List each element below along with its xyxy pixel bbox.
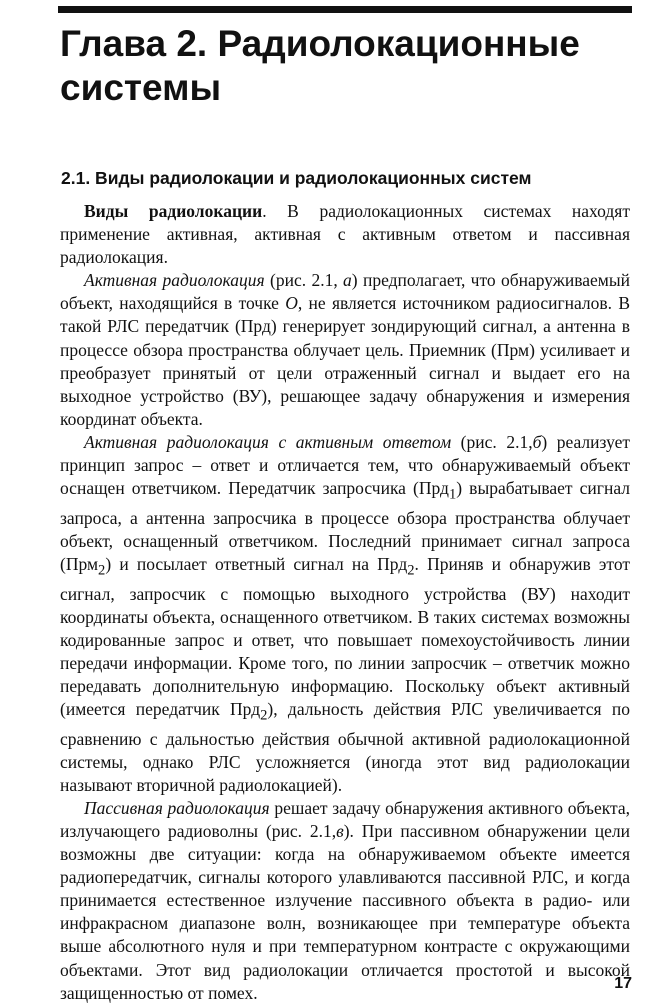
paragraph-active-radiolocation: Активная радиолокация (рис. 2.1, а) предполагает, что обнаруживаемый объект, находящийся в точке О, не является источником радиосигналов. В такой РЛС передатчик (Прд) генерирует зондирующий сигнал, а антенна в процессе обзора пространства облучает цель. Приемник (Прм) усиливает и преобразует принятый от цели отраженный сигнал и выдает его на выходное устройство (ВУ), решающее задачу обнаружения и измерения координат объекта. — [60, 270, 631, 429]
term-passive-radiolocation: Пассивная радиолокация — [84, 797, 270, 818]
term-active-radiolocation: Активная радиолокация — [84, 270, 265, 291]
figure-ref-a: а — [343, 270, 352, 291]
body-text — [60, 200, 630, 1005]
run-in-heading: Виды радиолокации — [84, 201, 263, 221]
figure-ref-v: в — [336, 820, 344, 841]
figure-ref-b: б — [532, 431, 542, 452]
chapter-title: Глава 2. Радиолокационные системы — [60, 23, 580, 108]
subscript: 2 — [98, 562, 106, 579]
subscript: 2 — [407, 562, 415, 579]
top-rule — [58, 6, 632, 13]
paragraph-passive-radiolocation: Пассивная радиолокация решает задачу обнаружения активного объекта, излучающего радиоволны (рис. 2.1,в). При пассивном обнаружении цели возможны две ситуации: когда на обнаруживаемом объекте имеется радиопередатчик, сигналы которого улавливаются пассивной РЛС, и когда принимается естественное излучение пассивного объекта в радио- или инфракрасном диапазоне волн, возникающее при температуре объекта выше абсолютного нуля и при температурном контрасте с окружающими объектами. Этот вид радиолокации отличается простотой и высокой защищенностью от помех. — [60, 797, 631, 1003]
section-heading: 2.1. Виды радиолокации и радиолокационных систем — [61, 168, 532, 188]
subscript: 2 — [260, 707, 268, 724]
subscript: 1 — [448, 486, 457, 503]
paragraph-types-of-radiolocation — [60, 200, 630, 269]
paragraph-active-response: Активная радиолокация с активным ответом (рис. 2.1,б) реализует принцип запрос – ответ и отличается тем, что обнаруживаемый объект оснащен ответчиком. Передатчик запросчика (Прд$_1$) вырабатывает сигнал запроса, а антенна запросчика в процессе обзора пространства облучает объект, оснащенный ответчиком. Последний принимает сигнал запроса (Прм$_2$) и посылает ответный сигнал на Прд$_2$. Приняв и обнаружив этот сигнал, запросчик с помощью выходного устройства (ВУ) находит координаты объекта, оснащенного ответчиком. В таких системах возможны кодированные запрос и ответ, что повышает помехоустойчивость линии передачи информации. Кроме того, по линии запросчик – ответчик можно передавать дополнительную информацию. Поскольку объект активный (имеется передатчик Прд$_2$), дальность действия РЛС увеличивается по сравнению с дальностью действия обычной активной радиолокационной системы, однако РЛС усложняется (иногда этот вид радиолокации называют вторичной радиолокацией). — [60, 431, 631, 795]
term-active-response: Активная радиолокация с активным ответом — [84, 431, 452, 452]
paragraph-text: . В радиолокационных системах находят применение активная, активная с активным ответом и пассивная радиолокация. — [60, 201, 630, 268]
point-label: О — [285, 293, 298, 314]
page-number: 17 — [614, 975, 632, 992]
